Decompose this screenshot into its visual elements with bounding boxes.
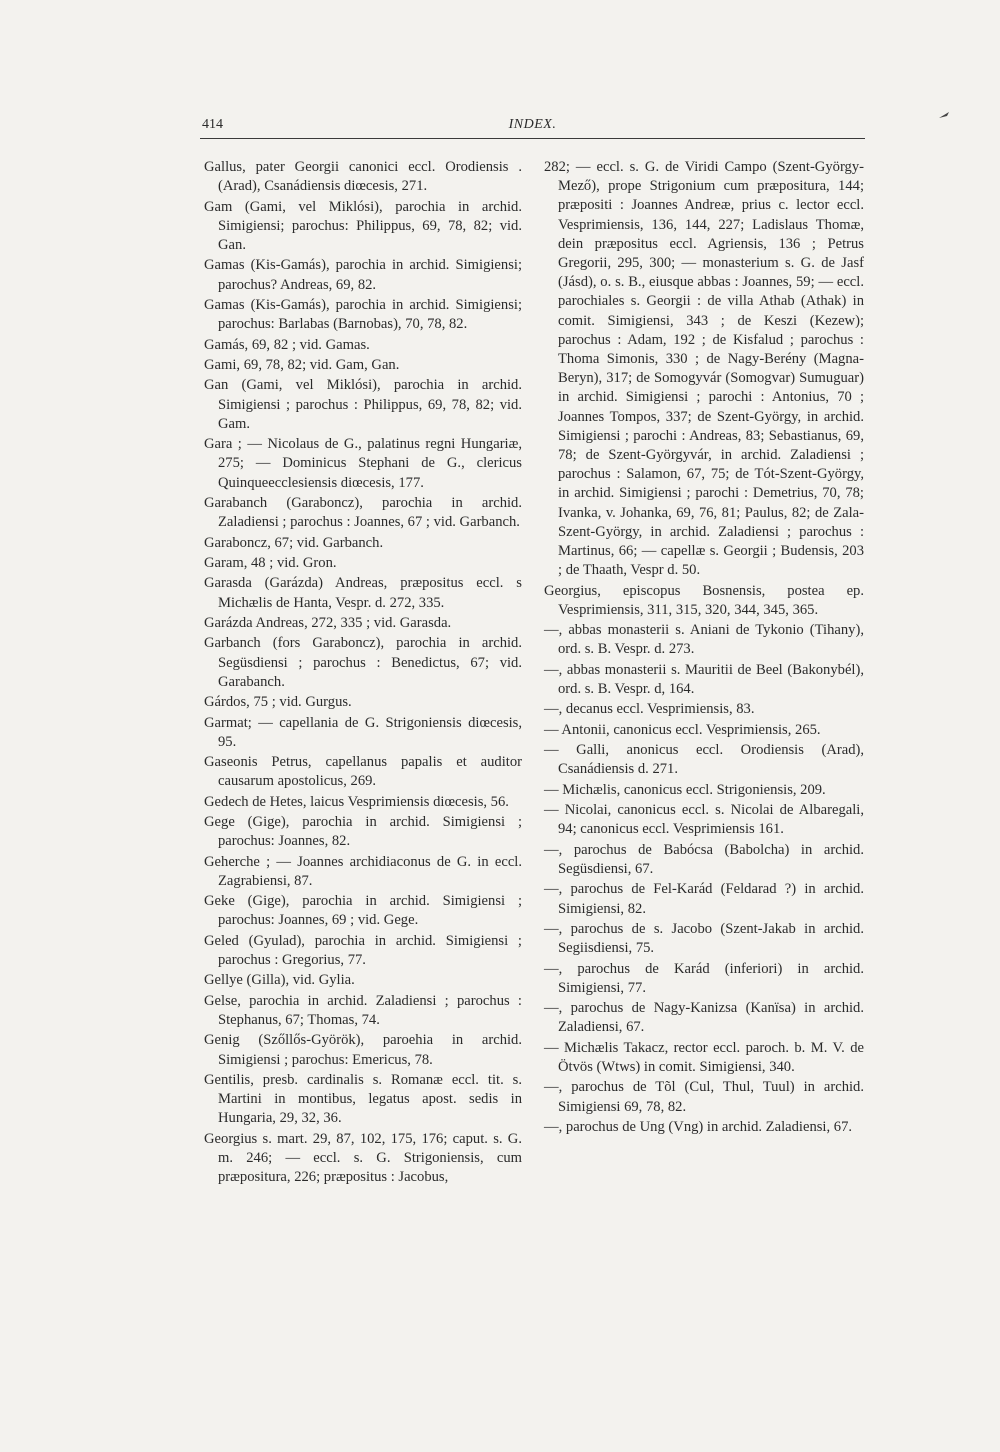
index-entry: Gárdos, 75 ; vid. Gurgus. [204, 694, 352, 711]
index-entry: Gamas (Kis-Gamás), parochia in archid. Simigiensi; parochus: Barlabas (Barnobas), 70, 78, 82. [204, 296, 522, 333]
index-entry: —, parochus de Fel-Karád (Feldarad ?) in archid. Simigiensi, 82. [544, 881, 864, 917]
index-entry: — Nicolai, canonicus eccl. s. Nicolai de Albaregali, 94; canonicus eccl. Vesprimiensis 161. [544, 802, 864, 838]
running-title: INDEX. [508, 117, 557, 132]
index-entry: Garmat; — capellania de G. Strigoniensis diœcesis, 95. [204, 714, 522, 750]
index-entry: — Antonii, canonicus eccl. Vesprimiensis, 265. [544, 721, 821, 738]
index-entry: —, parochus de s. Jacobo (Szent-Jakab in archid. Segiisdiensi, 75. [544, 920, 864, 957]
index-entry: Gaseonis Petrus, capellanus papalis et auditor causarum apostolicus, 269. [204, 754, 522, 790]
ink-mark-icon [938, 110, 950, 120]
index-entry: Gamas (Kis-Gamás), parochia in archid. Simigiensi; parochus? Andreas, 69, 82. [204, 257, 522, 293]
index-entry: —, decanus eccl. Vesprimiensis, 83. [544, 701, 755, 718]
index-entry: Gam (Gami, vel Miklósi), parochia in archid. Simigiensi; parochus: Philippus, 69, 78, 82; vid. Gan. [204, 198, 522, 253]
index-entry: Gedech de Hetes, laicus Vesprimiensis diœcesis, 56. [204, 793, 509, 810]
index-entry: —, parochus de Ung (Vng) in archid. Zaladiensi, 67. [544, 1118, 853, 1135]
index-entry: Garbanch (fors Garaboncz), parochia in archid. Següsdiensi ; parochus : Benedictus, 67; vid. Garabanch. [204, 635, 522, 690]
index-entry: Garázda Andreas, 272, 335 ; vid. Garasda. [204, 614, 452, 631]
index-entry: Geled (Gyulad), parochia in archid. Simigiensi ; parochus : Gregorius, 77. [204, 932, 522, 969]
index-entry: Garasda (Garázda) Andreas, præpositus eccl. s Michælis de Hanta, Vespr. d. 272, 335. [204, 575, 522, 611]
index-entry: Gan (Gami, vel Miklósi), parochia in archid. Simigiensi ; parochus : Philippus, 69, 78, 82; vid. Gam. [204, 377, 522, 432]
page-number: 414 [202, 117, 223, 132]
index-entry: Gara ; — Nicolaus de G., palatinus regni Hungariæ, 275; — Dominicus Stephani de G., clericus Quinqueecclesiensis diœcesis, 177. [204, 436, 522, 491]
right-column [544, 158, 864, 1138]
index-entry: —, parochus de Karád (inferiori) in archid. Simigiensi, 77. [544, 960, 864, 996]
index-entry: Gellye (Gilla), vid. Gylia. [204, 972, 355, 989]
index-entry: —, parochus de Tõl (Cul, Thul, Tuul) in archid. Simigiensi 69, 78, 82. [544, 1079, 864, 1115]
index-entry: Geke (Gige), parochia in archid. Simigiensi ; parochus: Joannes, 69 ; vid. Gege. [204, 893, 522, 929]
index-entry: — Galli, anonicus eccl. Orodiensis (Arad), Csanádiensis d. 271. [544, 742, 864, 778]
index-entry: —, parochus de Babócsa (Babolcha) in archid. Següsdiensi, 67. [544, 841, 864, 877]
index-entry: Garam, 48 ; vid. Gron. [204, 554, 337, 571]
index-entry: Georgius s. mart. 29, 87, 102, 175, 176; caput. s. G. m. 246; — eccl. s. G. Strigoniensis, cum præpositura, 226; præpositus : Jacobus, [204, 1130, 522, 1186]
index-entry: 282; — eccl. s. G. de Viridi Campo (Szent-György-Mező), prope Strigonium cum præpositura, 144; præpositi : Joannes Andreæ, prius c. lector eccl. Vesprimiensis, 136, 144, 227; Ladislaus Thomæ, dein præpositus eccl. Agriensis, 136 ; Petrus Gregorii, 295, 300; — monasterium s. G. de Jasf (Jásd), o. s. B., eiusque abbas : Joannes, 59; — eccl. parochiales s. Georgii : de villa Athab (Athak) in comit. Simigiensi, 343 ; de Keszi (Kezew); parochus : Adam, 192 ; de Kisfalud ; parochus : Thoma Simonis, 330 ; de Nagy-Berény (Magna-Beryn), 317; de Somogyvár (Somogvar) Sumuguar) in archid. Simigiensi ; parochi : Antonius, 70 ; Joannes Tompos, 337; de Szent-György, in archid. Simigiensi ; parochi : Andreas, 83; Sebastianus, 69, 78; de Szent-Györgyvár, in archid. Zaladiensi ; parochus : Salamon, 67, 75; de Tót-Szent-György, in archid. Simigiensi ; parochi : Demetrius, 70, 78; Ivanka, v. Johanka, 69, 76, 81; Paulus, 82; de Zala-Szent-György, in archid. Zaladiensi ; parochus : Martinus, 66; — capellæ s. Georgii ; Budensis, 203 ; de Thaath, Vespr d. 50. [544, 159, 864, 579]
index-entry: Garabanch (Garaboncz), parochia in archid. Zaladiensi ; parochus : Joannes, 67 ; vid. Garbanch. [204, 494, 522, 531]
index-entry: —, parochus de Nagy-Kanizsa (Kanïsa) in archid. Zaladiensi, 67. [544, 1000, 864, 1036]
index-entry: Gentilis, presb. cardinalis s. Romanæ eccl. tit. s. Martini in montibus, legatus apost. sedis in Hungaria, 29, 32, 36. [204, 1072, 522, 1127]
index-entry: Genig (Szőllős-Györök), paroehia in archid. Simigiensi ; parochus: Emericus, 78. [204, 1032, 522, 1068]
index-entry: Geherche ; — Joannes archidiaconus de G. in eccl. Zagrabiensi, 87. [204, 853, 522, 889]
index-entry: Gelse, parochia in archid. Zaladiensi ; parochus : Stephanus, 67; Thomas, 74. [204, 992, 522, 1029]
index-entry: Gamás, 69, 82 ; vid. Gamas. [204, 336, 370, 353]
index-entry: Gami, 69, 78, 82; vid. Gam, Gan. [204, 356, 400, 373]
index-entry: Gallus, pater Georgii canonici eccl. Orodiensis . (Arad), Csanádiensis diœcesis, 271. [204, 159, 522, 195]
index-entry: Georgius, episcopus Bosnensis, postea ep. Vesprimiensis, 311, 315, 320, 344, 345, 365. [544, 582, 864, 618]
index-entry: Garaboncz, 67; vid. Garbanch. [204, 534, 384, 551]
index-entry: — Michælis, canonicus eccl. Strigoniensis, 209. [544, 781, 826, 798]
left-column [204, 158, 522, 1189]
index-entry: — Michælis Takacz, rector eccl. paroch. b. M. V. de Ötvös (Wtws) in comit. Simigiensi, 340. [544, 1039, 864, 1075]
page-header [200, 117, 865, 139]
index-entry: —, abbas monasterii s. Mauritii de Beel (Bakonybél), ord. s. B. Vespr. d, 164. [544, 661, 864, 698]
header-rule [200, 138, 865, 139]
index-entry: —, abbas monasterii s. Aniani de Tykonio (Tihany), ord. s. B. Vespr. d. 273. [544, 622, 864, 658]
index-entry: Gege (Gige), parochia in archid. Simigiensi ; parochus: Joannes, 82. [204, 814, 522, 850]
